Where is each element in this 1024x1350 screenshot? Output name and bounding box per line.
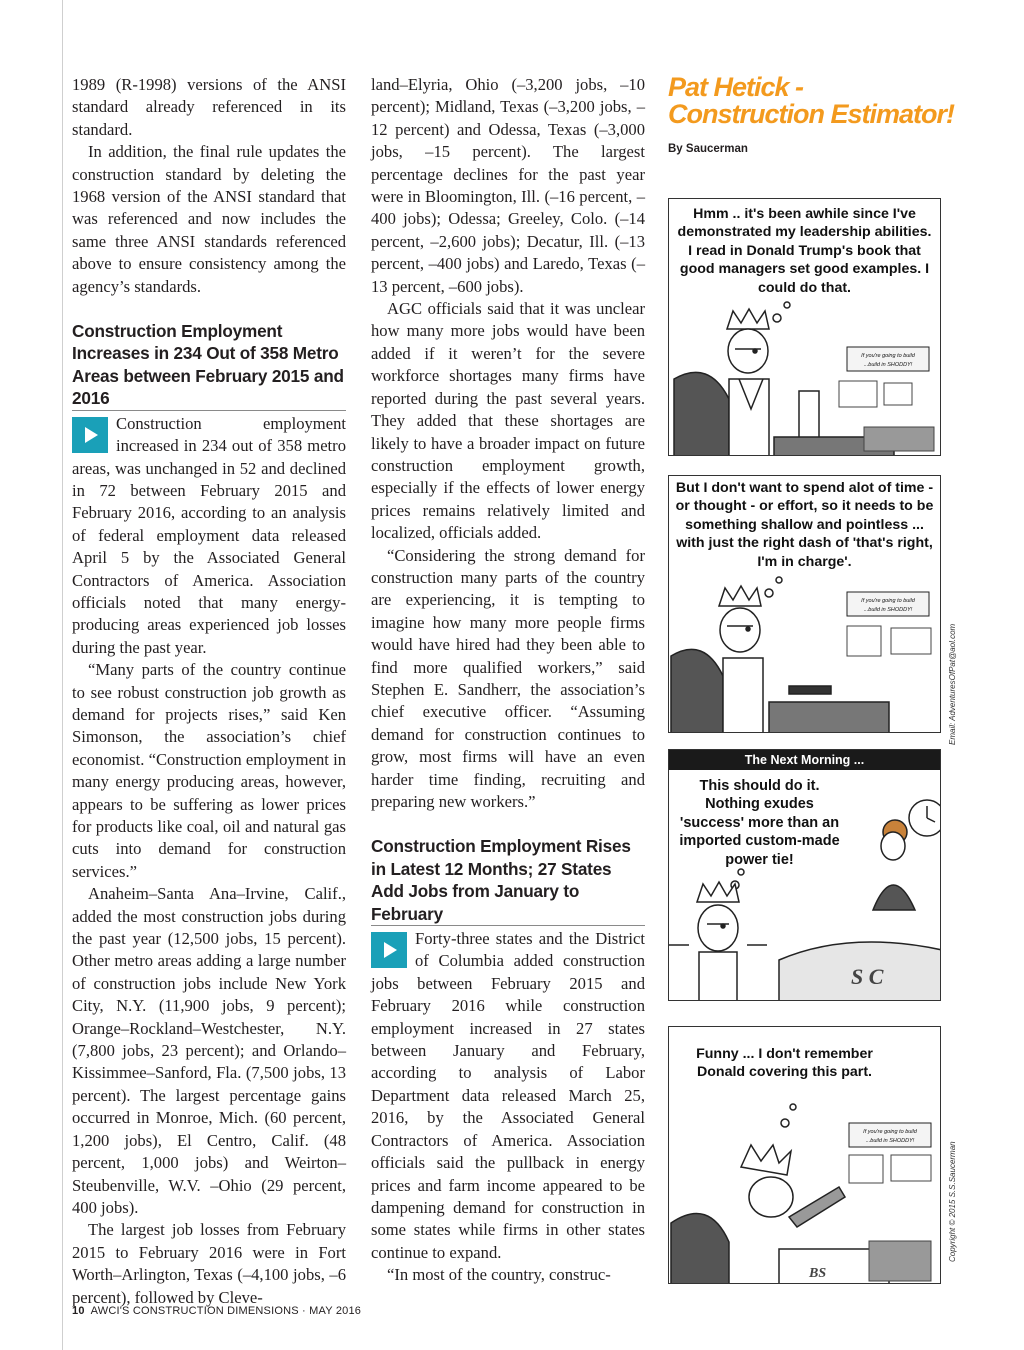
comic-panel-1 [668,198,941,456]
wall-sign-text-2: ...build in SHODDY! [863,607,913,613]
reception-scene-illustration [669,750,941,1001]
comic-panel-4 [668,1026,941,1284]
wall-sign-text-1: If you're going to build [863,1129,917,1135]
col1-paragraph-6: The largest job losses from February 2015 to February 2016 were in Fort Worth–Arlington, Texas (–4,100 jobs, –6 percent), followed by Cleve- [72,1220,346,1307]
page-footer [72,1305,361,1317]
panel-3-caption: This should do it. Nothing exudes 'success' more than an imported custom-made power tie! [679,778,840,868]
comic-email-credit: Email: AdventuresOfPat@aol.com [948,623,957,745]
page-margin-rule [62,0,63,1350]
panel-4-caption: Funny ... I don't remember Donald covering this part. [696,1046,873,1081]
comic-panel-2 [668,475,941,733]
col2-paragraph-2: AGC officials said that it was unclear how many more jobs would have been added if it weren’t for the severe workforce shortages many firms have reported during the past several years. They added that these shortages are likely to have a broader impact on future construction employment growth, especially if the effects of lower energy prices remains relatively limited and localized, officials added. [371,299,645,543]
comic-byline: By Saucerman [668,143,748,155]
wall-sign-text-2: ...build in SHODDY! [865,1138,915,1144]
col2-lead-block [371,928,645,1264]
col1-lead-block [72,413,346,659]
col1-paragraph-1: 1989 (R-1998) versions of the ANSI standard already referenced in its standard. [72,75,346,139]
panel-1-caption: Hmm .. it's been awhile since I've demonstrated my leadership abilities. I read in Donald Trump's book that good managers set good examples. I could do that. [677,206,932,296]
publication-name: AWCI'S CONSTRUCTION DIMENSIONS · MAY 2016 [90,1305,362,1317]
office-scene-illustration [669,476,941,733]
article-column-2 [371,74,645,1287]
wall-sign-text-1: If you're going to build [861,598,915,604]
col1-heading-metro-areas: Construction Employment Increases in 234 Out of 358 Metro Areas between February 2015 and 2016 [72,320,346,411]
comic-panel-3 [668,749,941,1001]
play-arrow-icon [72,417,108,453]
col2-paragraph-4: Forty-three states and the District of Columbia added construction jobs between February 2015 and February 2016 while construction employment increased in 27 states between January and February, according to analysis of Labor Department data released March 25, 2016, by the Associated General Contractors of America. Association officials said the pullback in energy prices and farm income appeared to be dampening demand for construction in some states while firms in other states continue to expand. [371,929,645,1262]
comic-title: Pat Hetick - Construction Estimator! [668,72,955,129]
article-column-1 [72,74,346,1309]
office-scene-illustration [669,199,941,456]
desk-logo-text: S C [851,964,884,989]
col2-paragraph-3: “Considering the strong demand for construction many parts of the country are experiencing, it is tempting to imagine how many more people firms would have hired had they been able to find more qualified workers,” said Stephen E. Sandherr, the association’s chief executive officer. “Assuming demand for construction continues to grow, most firms will have an even harder time finding, recruiting and preparing new workers.” [371,545,645,811]
col2-heading-states: Construction Employment Rises in Latest 12 Months; 27 States Add Jobs from January to February [371,835,645,926]
col1-paragraph-5: Anaheim–Santa Ana–Irvine, Calif., added the most construction jobs during the past year (12,500 jobs, 15 percent). Other metro areas adding a large number of construction jobs include New York City, N.Y. (11,900 jobs, 9 percent); Orange–Rockland–Westchester, N.Y. (7,800 jobs, 23 percent); and Orlando–Kissimmee–Sanford, Fla. (7,500 jobs, 13 percent). The largest percentage gains occurred in Monroe, Mich. (60 percent, 1,200 jobs), El Centro, Calif. (48 percent, 1,000 jobs) and Weirton–Steubenville, W.V. –Ohio (29 percent, 400 jobs). [72,884,346,1217]
col1-paragraph-3: Construction employment increased in 234 out of 358 metro areas, was unchanged in 52 and declined in 72 between February 2015 and February 2016, according to an analysis of federal employment data released April 5 by the Associated General Contractors of America. Association officials noted that many energy-producing areas experienced job losses during the past year. [72,413,346,657]
wall-sign-text-1: If you're going to build [861,353,915,359]
play-arrow-icon [371,932,407,968]
col1-paragraph-4: “Many parts of the country continue to see robust construction job growth as demand for projects rises,” said Ken Simonson, the association’s chief economist. “Construction employment in many energy producing areas, however, appears to be suffering as lower prices for products like coal, oil and natural gas cuts into demand for construction services.” [72,660,346,881]
wall-sign-text-2: ...build in SHODDY! [863,362,913,368]
comic-copyright: Copyright © 2015 S.S.Saucerman [948,1141,957,1262]
desk-logo-text: BS [809,1266,827,1281]
panel-2-caption: But I don't want to spend alot of time - or thought - or effort, so it needs to be something shallow and pointless ... with just the right dash of 'that's right, I'm in charge'. [675,480,934,570]
col1-paragraph-2: In addition, the final rule updates the construction standard by deleting the 1968 version of the ANSI standard that was referenced and now includes the same three ANSI standards referenced above to ensure consistency among the agency’s standards. [72,142,346,296]
col2-paragraph-1: land–Elyria, Ohio (–3,200 jobs, –10 percent); Midland, Texas (–3,200 jobs, –12 percent) and Odessa, Texas (–3,000 jobs, –15 percent). The largest percentage declines for the past year were in Bloomington, Ill. (–16 percent, –400 jobs); Odessa; Greeley, Colo. (–14 percent, –2,600 jobs); Decatur, Ill. (–13 percent, –400 jobs) and Laredo, Texas (–13 percent, –600 jobs). [371,75,645,296]
col2-paragraph-5: “In most of the country, construc- [387,1265,611,1285]
page-number: 10 [72,1305,85,1317]
panel-3-header: The Next Morning ... [669,750,940,770]
fallen-desk-scene-illustration [669,1027,941,1284]
